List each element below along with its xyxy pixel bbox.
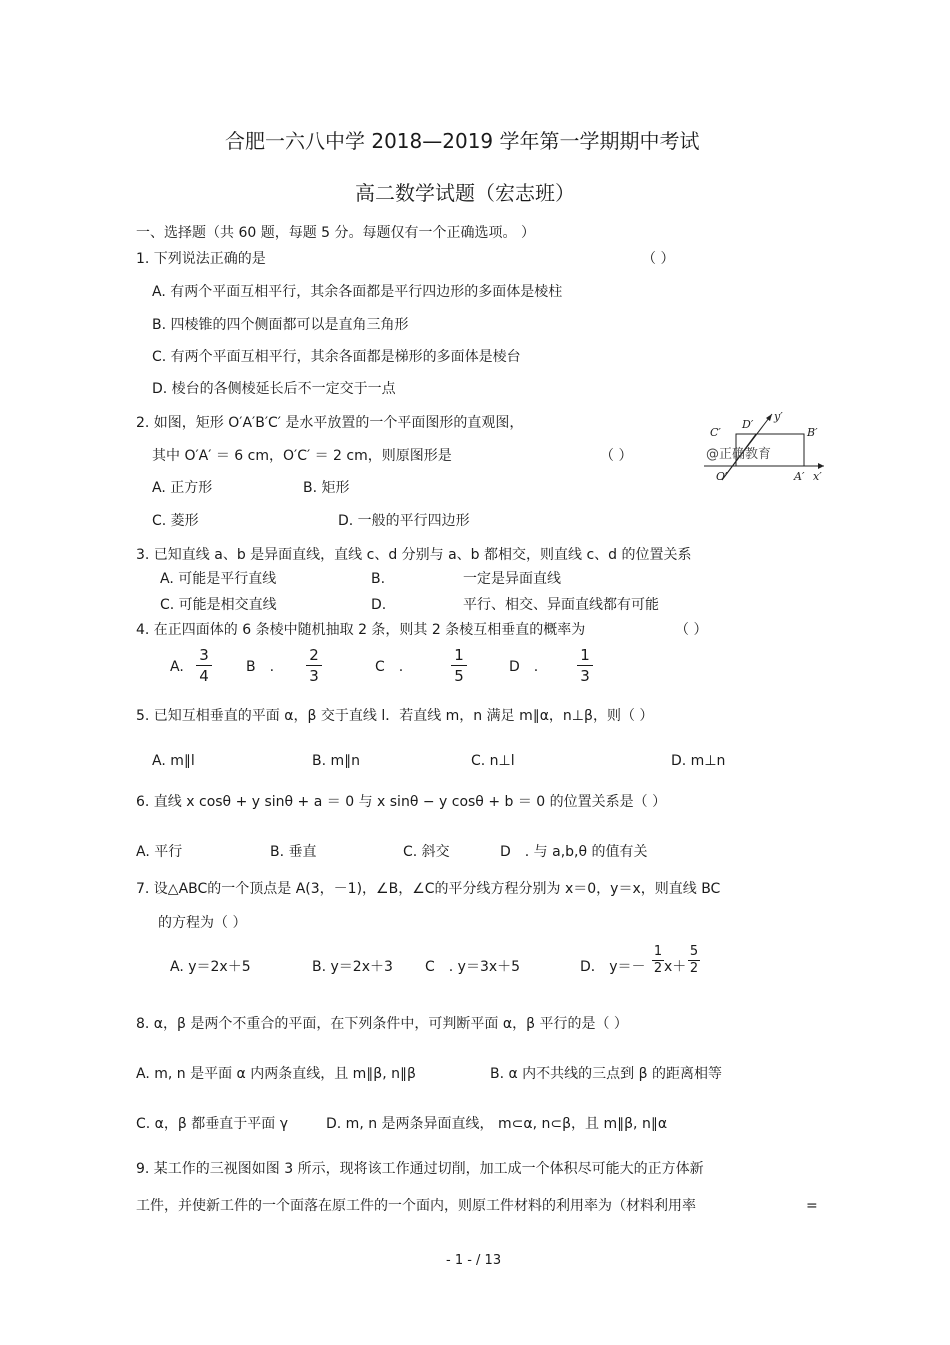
q4-stem: 4. 在正四面体的 6 条棱中随机抽取 2 条，则其 2 条棱互相垂直的概率为 [136, 622, 586, 638]
page-number: - 1 - / 13 [446, 1253, 502, 1268]
figure-label-o: O′ [716, 470, 728, 483]
figure-label-y: y′ [774, 410, 783, 423]
fraction-denominator: 3 [580, 667, 590, 685]
q4-option-c-letter: C . [375, 659, 404, 675]
q8-stem: 8. α，β 是两个不重合的平面，在下列条件中，可判断平面 α，β 平行的是（ ） [136, 1016, 628, 1032]
q7-option-d-fraction-1 [652, 945, 664, 976]
q7-option-c: C . y＝3x＋5 [425, 959, 521, 975]
section-heading: 一、选择题（共 60 题，每题 5 分。每题仅有一个正确选项。 ） [136, 225, 535, 241]
exam-title: 合肥一六八中学 2018—2019 学年第一学期期中考试 [225, 129, 700, 153]
q5-option-c: C. n⊥l [471, 753, 515, 769]
q4-option-b-fraction [306, 646, 322, 685]
q2-figure [700, 408, 828, 484]
fraction-denominator: 5 [454, 667, 464, 685]
q1-option-c: C. 有两个平面互相平行，其余各面都是梯形的多面体是棱台 [152, 349, 521, 365]
q3-option-d: 平行、相交、异面直线都有可能 [463, 597, 659, 613]
fraction-numerator: 1 [580, 646, 590, 664]
q7-line-2: 的方程为（ ） [158, 915, 247, 931]
q7-option-a: A. y＝2x＋5 [170, 959, 251, 975]
q4-option-b-letter: B . [246, 659, 275, 675]
q7-option-d-fraction-2 [688, 945, 700, 976]
fraction-numerator: 1 [653, 944, 663, 959]
q2-option-a: A. 正方形 [152, 480, 213, 496]
q2-answer-paren: （ ） [600, 448, 633, 464]
q1-option-b: B. 四棱锥的四个侧面都可以是直角三角形 [152, 317, 409, 333]
q9-equals: = [806, 1198, 818, 1214]
q5-option-b: B. m∥n [312, 753, 361, 769]
q5-option-a: A. m∥l [152, 753, 195, 769]
q6-option-b: B. 垂直 [270, 844, 317, 860]
q8-option-c: C. α，β 都垂直于平面 γ [136, 1116, 289, 1132]
q9-line-1: 9. 某工作的三视图如图 3 所示，现将该工作通过切削，加工成一个体积尽可能大的正方体新 [136, 1161, 704, 1177]
fraction-denominator: 4 [199, 667, 209, 685]
figure-label-x: x′ [813, 470, 822, 483]
figure-watermark: @正确教育 [706, 447, 772, 462]
figure-label-b: B′ [807, 426, 818, 439]
q6-option-a: A. 平行 [136, 844, 183, 860]
q6-option-d: D . 与 a,b,θ 的值有关 [500, 844, 648, 860]
q3-option-d-letter: D. [371, 597, 387, 613]
q4-option-d-letter: D . [509, 659, 539, 675]
q1-option-a: A. 有两个平面互相平行，其余各面都是平行四边形的多面体是棱柱 [152, 284, 563, 300]
q9-line-2: 工件，并使新工件的一个面落在原工件的一个面内，则原工件材料的利用率为（材料利用率 [136, 1198, 696, 1214]
q4-option-a-fraction [196, 646, 212, 685]
exam-subtitle: 高二数学试题（宏志班） [355, 181, 575, 205]
q1-option-d: D. 棱台的各侧棱延长后不一定交于一点 [152, 381, 396, 397]
q2-option-c: C. 菱形 [152, 513, 199, 529]
q3-stem: 3. 已知直线 a、b 是异面直线，直线 c、d 分别与 a、b 都相交，则直线 c、d 的位置关系 [136, 547, 692, 563]
q2-line-2: 其中 O′A′ ＝ 6 cm，O′C′ ＝ 2 cm，则原图形是 [152, 448, 452, 464]
q7-option-d-prefix: D． y＝－ [580, 959, 646, 975]
q6-option-c: C. 斜交 [403, 844, 450, 860]
fraction-denominator: 3 [309, 667, 319, 685]
fraction-denominator: 2 [689, 961, 699, 976]
fraction-numerator: 2 [309, 646, 319, 664]
q3-option-b-letter: B. [371, 571, 386, 587]
figure-label-a: A′ [794, 470, 805, 483]
q7-option-b: B. y＝2x＋3 [312, 959, 393, 975]
q8-option-b: B. α 内不共线的三点到 β 的距离相等 [490, 1066, 723, 1082]
fraction-numerator: 5 [689, 944, 699, 959]
q5-stem: 5. 已知互相垂直的平面 α，β 交于直线 l．若直线 m，n 满足 m∥α，n⊥β，则（ ） [136, 708, 654, 724]
q1-answer-paren: （ ） [642, 251, 675, 267]
q4-option-c-fraction [451, 646, 467, 685]
q4-answer-paren: （ ） [675, 622, 708, 638]
q8-option-d: D. m, n 是两条异面直线， m⊂α, n⊂β，且 m∥β, n∥α [326, 1116, 668, 1132]
q1-stem: 1. 下列说法正确的是 [136, 251, 266, 267]
q3-option-b: 一定是异面直线 [463, 571, 561, 587]
q7-line-1: 7. 设△ABC的一个顶点是 A(3，－1)，∠B，∠C的平分线方程分别为 x＝0，y＝x，则直线 BC [136, 881, 721, 897]
q2-line-1: 2. 如图，矩形 O′A′B′C′ 是水平放置的一个平面图形的直观图， [136, 415, 524, 431]
figure-label-d: D′ [742, 418, 754, 431]
q4-option-a-letter: A. [170, 659, 184, 675]
q5-option-d: D. m⊥n [671, 753, 726, 769]
q2-option-d: D. 一般的平行四边形 [338, 513, 470, 529]
q4-option-d-fraction [577, 646, 593, 685]
q3-option-c: C. 可能是相交直线 [160, 597, 277, 613]
q8-option-a: A. m, n 是平面 α 内两条直线，且 m∥β, n∥β [136, 1066, 416, 1082]
q3-option-a: A. 可能是平行直线 [160, 571, 277, 587]
fraction-numerator: 1 [454, 646, 464, 664]
figure-label-c: C′ [710, 426, 721, 439]
fraction-numerator: 3 [199, 646, 209, 664]
q2-option-b: B. 矩形 [303, 480, 350, 496]
q7-option-d-middle: x＋ [664, 959, 687, 975]
fraction-denominator: 2 [653, 961, 663, 976]
q6-stem: 6. 直线 x cosθ + y sinθ + a ＝ 0 与 x sinθ − y cosθ + b ＝ 0 的位置关系是（ ） [136, 794, 667, 810]
